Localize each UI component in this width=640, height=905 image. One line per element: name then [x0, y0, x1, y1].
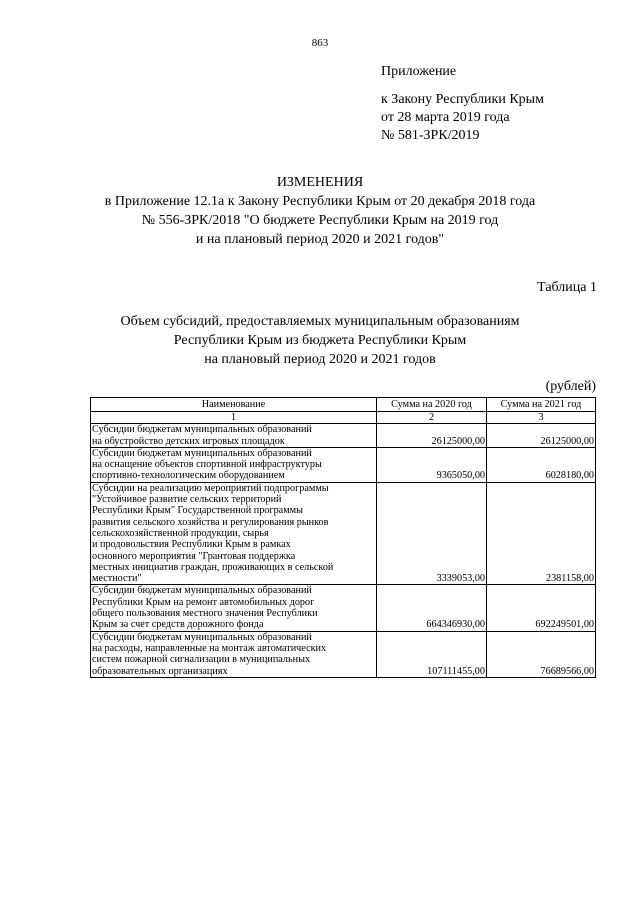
subsidy-name-line: и продовольствия Республики Крым в рамках	[92, 539, 291, 551]
subsidy-name-cell	[91, 482, 377, 585]
subsidy-name-line: Субсидии бюджетам муниципальных образований	[92, 424, 312, 436]
subsidy-name-line: Республики Крым" Государственной программы	[92, 505, 303, 517]
table-title-line: на плановый период 2020 и 2021 годов	[204, 352, 436, 367]
changes-heading: ИЗМЕНЕНИЯ	[276, 175, 364, 190]
changes-line: и на плановый период 2020 и 2021 годов"	[195, 232, 445, 247]
header-sum-2020: Сумма на 2020 год	[377, 398, 487, 412]
subsidy-name-line: "Устойчивое развитие сельских территорий	[92, 494, 282, 506]
subsidy-name-line: Республики Крым на ремонт автомобильных дорог	[92, 596, 315, 608]
subsidy-name-line: Крым за счет средств дорожного фонда	[92, 619, 264, 631]
subsidy-name-line: Субсидии бюджетам муниципальных образований	[92, 447, 312, 459]
sum-2020-cell: 9365050,00	[377, 447, 487, 482]
table-title	[0, 312, 640, 369]
changes-block	[0, 173, 640, 249]
column-number: 2	[377, 412, 487, 424]
header-sum-2021: Сумма на 2021 год	[487, 398, 596, 412]
subsidy-name-line: развития сельского хозяйства и регулирования рынков	[92, 516, 329, 528]
subsidy-name-cell	[91, 585, 377, 631]
subsidy-name-line: основного мероприятия "Грантовая поддержка	[92, 550, 296, 562]
subsidy-name-line: образовательных организациях	[92, 665, 228, 677]
table-row	[91, 631, 596, 677]
sum-2020-cell: 664346930,00	[377, 585, 487, 631]
appendix-block	[381, 63, 544, 145]
subsidy-name-line: общего пользования местного значения Республики	[92, 608, 318, 620]
table-row	[91, 447, 596, 482]
table-row	[91, 585, 596, 631]
subsidy-name-line: систем пожарной сигнализации в муниципальных	[92, 654, 311, 666]
sum-2021-cell: 2381158,00	[487, 482, 596, 585]
table-label: Таблица 1	[537, 280, 597, 295]
column-number: 3	[487, 412, 596, 424]
table-header-row	[91, 398, 596, 412]
subsidy-name-cell	[91, 631, 377, 677]
sum-2021-cell: 26125000,00	[487, 424, 596, 448]
header-name: Наименование	[91, 398, 377, 412]
page-number: 863	[311, 37, 329, 49]
column-numbers-row	[91, 412, 596, 424]
table-row	[91, 424, 596, 448]
sum-2021-cell: 76689566,00	[487, 631, 596, 677]
unit-label: (рублей)	[545, 379, 596, 394]
table-title-line: Объем субсидий, предоставляемых муниципальным образованиям	[120, 314, 520, 329]
subsidy-name-line: Субсидии на реализацию мероприятий подпрограммы	[92, 482, 329, 494]
subsidy-name-line: на расходы, направленные на монтаж автоматических	[92, 642, 327, 654]
column-number: 1	[91, 412, 377, 424]
subsidy-name-cell	[91, 447, 377, 482]
appendix-title: Приложение	[381, 64, 457, 79]
sum-2020-cell: 3339053,00	[377, 482, 487, 585]
appendix-line: № 581-ЗРК/2019	[381, 128, 480, 143]
subsidy-name-line: Субсидии бюджетам муниципальных образований	[92, 585, 312, 597]
subsidy-name-line: спортивно-технологическим оборудованием	[92, 470, 285, 482]
subsidies-table	[90, 397, 596, 678]
subsidy-name-line: Субсидии бюджетам муниципальных образований	[92, 631, 312, 643]
subsidy-name-line: местных инициатив граждан, проживающих в сельской	[92, 561, 334, 573]
subsidy-name-cell	[91, 424, 377, 448]
subsidy-name-line: сельскохозяйственной продукции, сырья	[92, 527, 269, 539]
appendix-line: к Закону Республики Крым	[381, 92, 544, 107]
sum-2020-cell: 107111455,00	[377, 631, 487, 677]
changes-line: в Приложение 12.1а к Закону Республики Крым от 20 декабря 2018 года	[104, 194, 536, 209]
table-row	[91, 482, 596, 585]
subsidy-name-line: на оснащение объектов спортивной инфраструктуры	[92, 459, 322, 471]
table-title-line: Республики Крым из бюджета Республики Крым	[173, 333, 467, 348]
subsidy-name-line: на обустройство детских игровых площадок	[92, 435, 285, 447]
sum-2020-cell: 26125000,00	[377, 424, 487, 448]
changes-line: № 556-ЗРК/2018 "О бюджете Республики Крым на 2019 год	[141, 213, 499, 228]
appendix-line: от 28 марта 2019 года	[381, 110, 510, 125]
sum-2021-cell: 6028180,00	[487, 447, 596, 482]
subsidy-name-line: местности"	[92, 573, 142, 585]
sum-2021-cell: 692249501,00	[487, 585, 596, 631]
